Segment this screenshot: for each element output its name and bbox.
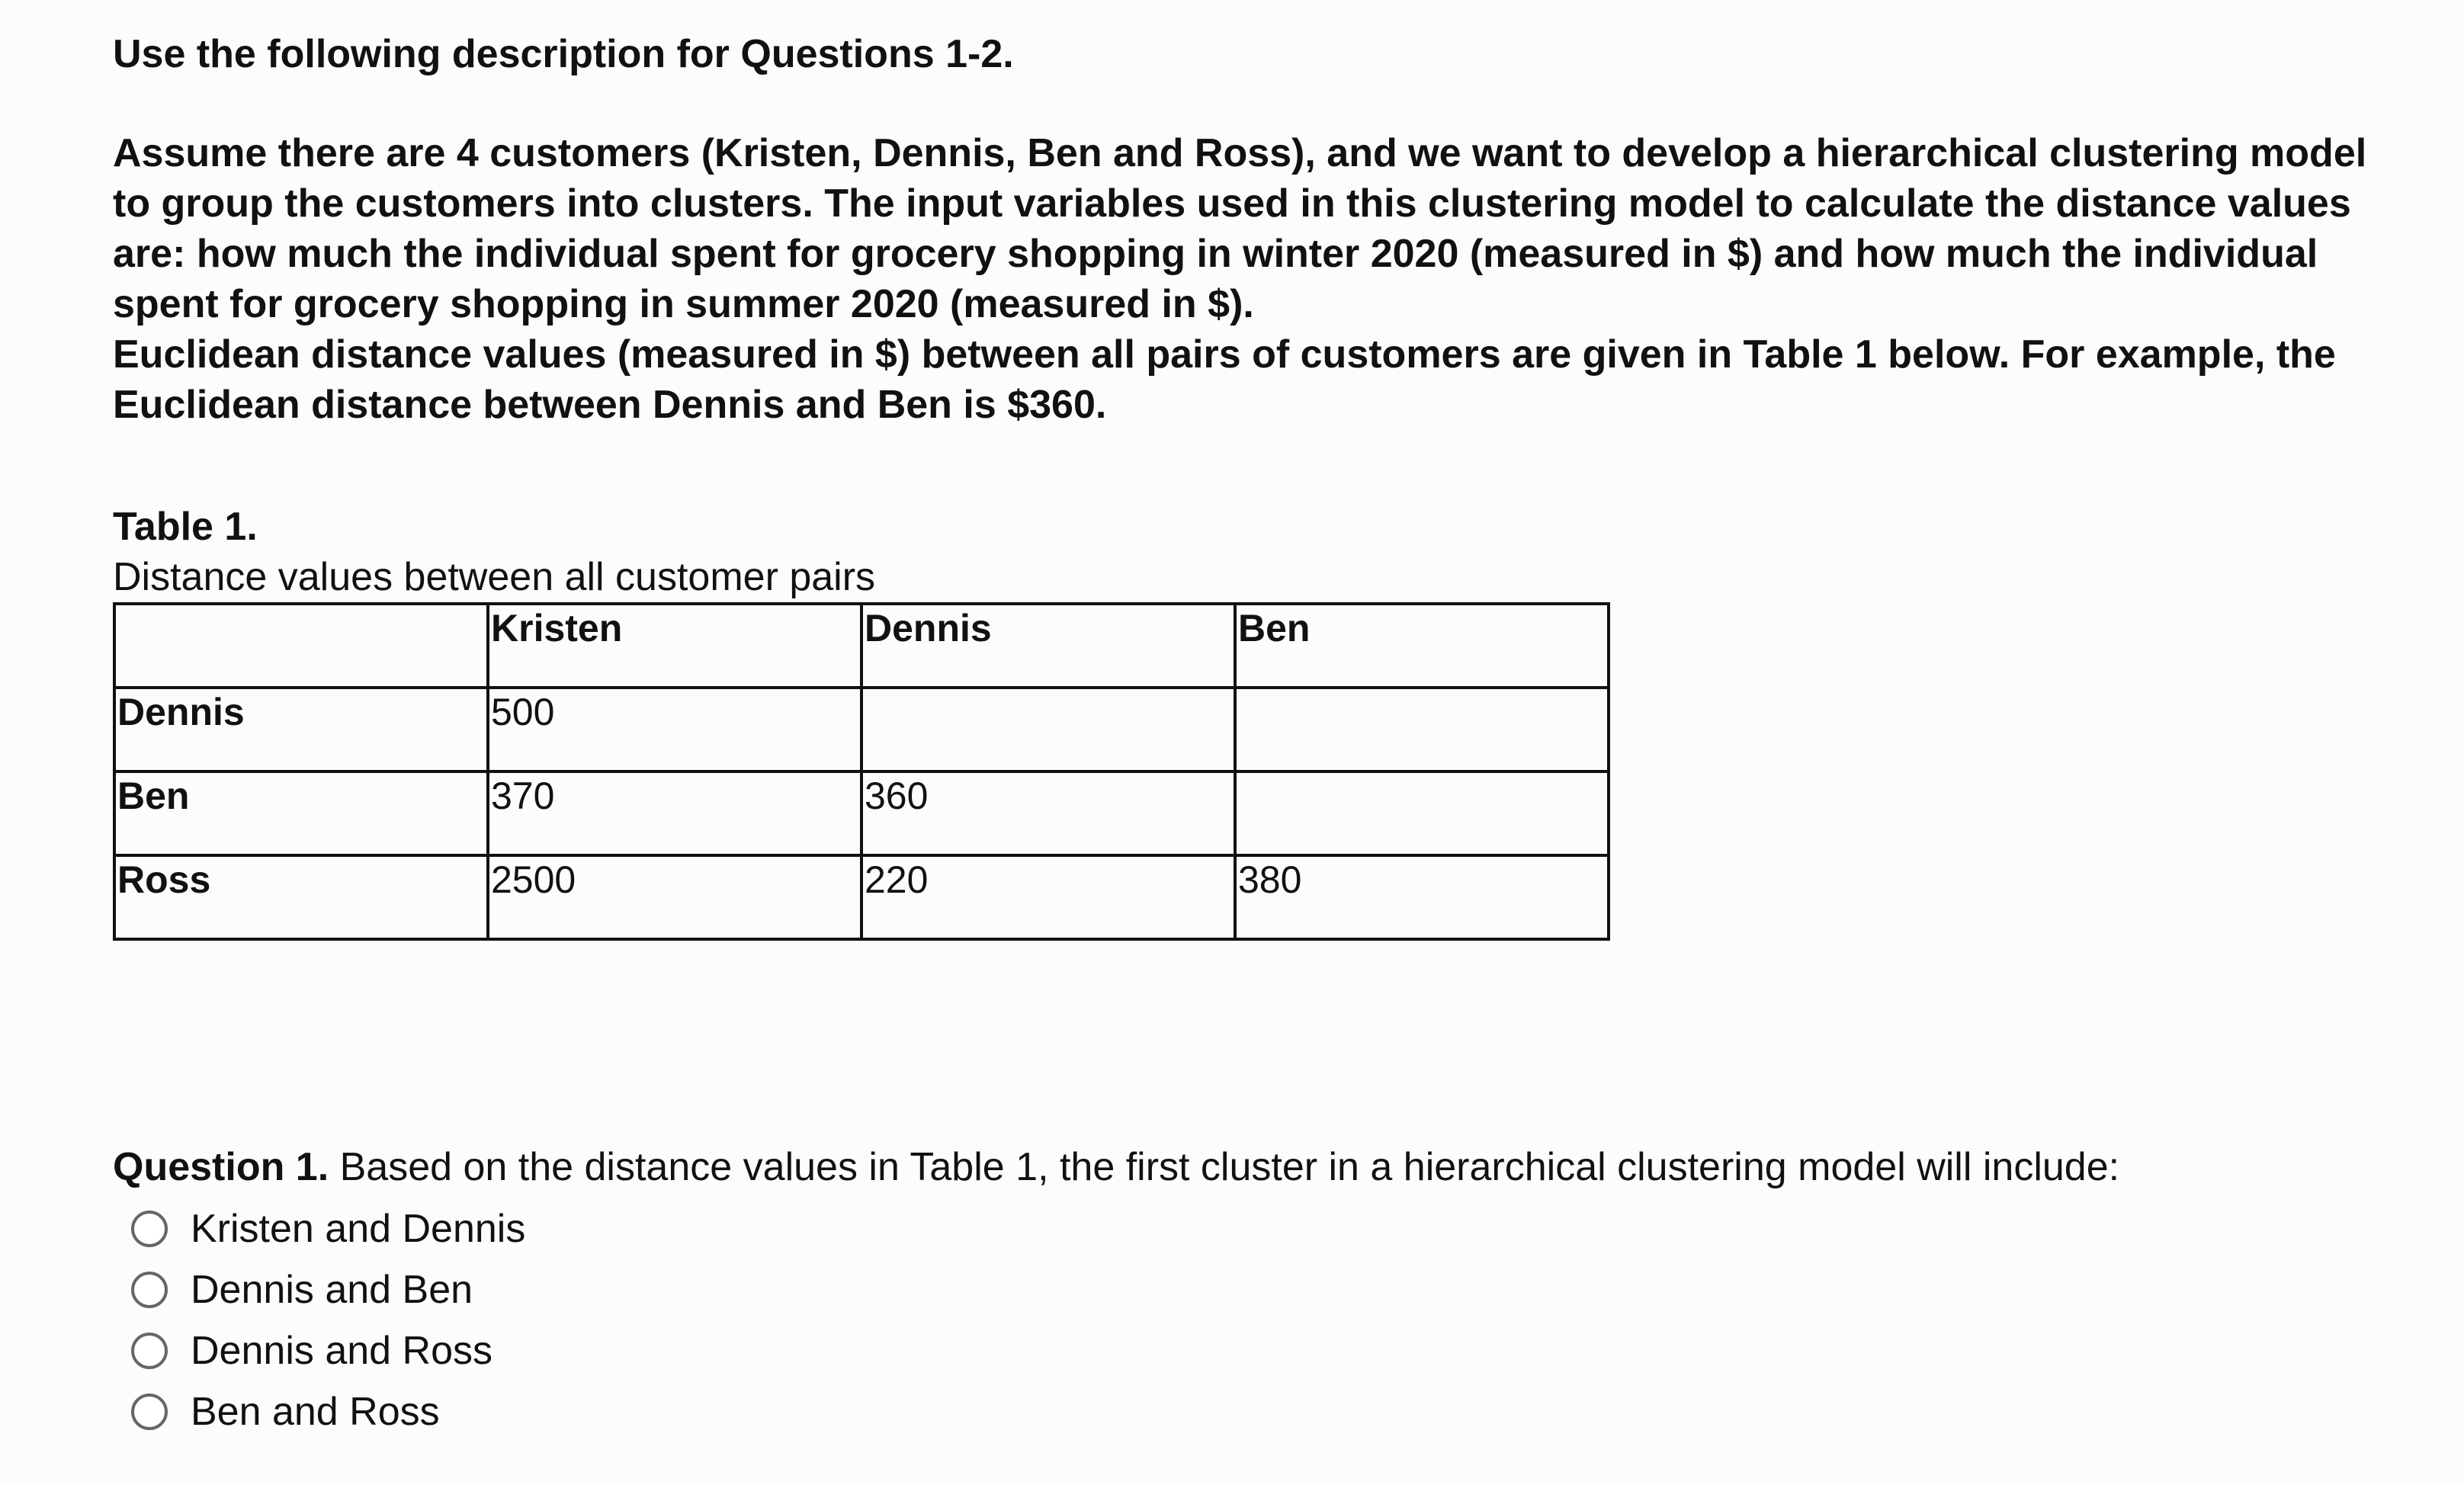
- question-text: Based on the distance values in Table 1, the first cluster in a hierarchical clustering model will include:: [329, 1145, 2120, 1189]
- table-header-cell: Kristen: [488, 604, 861, 688]
- answer-option[interactable]: [113, 1381, 2385, 1442]
- table-row: [114, 688, 1609, 771]
- answer-options: [113, 1198, 2385, 1442]
- table-title: Table 1.: [113, 505, 258, 549]
- row-label: Dennis: [114, 688, 488, 771]
- row-label: Ben: [114, 771, 488, 855]
- table-cell: 380: [1235, 855, 1609, 939]
- table-header-cell: [114, 604, 488, 688]
- table-cell: 2500: [488, 855, 861, 939]
- distance-table: [113, 602, 1610, 941]
- description-paragraph: Euclidean distance values (measured in $) between all pairs of customers are given in Table 1 below. For example, the Euclidean distance between Dennis and Ben is $360.: [113, 332, 2336, 427]
- answer-option[interactable]: [113, 1198, 2385, 1259]
- problem-description: [113, 128, 2385, 430]
- table-caption: Distance values between all customer pairs: [113, 555, 876, 599]
- table-header-cell: Dennis: [861, 604, 1235, 688]
- option-label[interactable]: Ben and Ross: [191, 1390, 440, 1434]
- table-row: [114, 771, 1609, 855]
- table-cell: [1235, 771, 1609, 855]
- answer-option[interactable]: [113, 1259, 2385, 1320]
- table-cell: 220: [861, 855, 1235, 939]
- answer-option[interactable]: [113, 1320, 2385, 1381]
- table-cell: 500: [488, 688, 861, 771]
- option-label[interactable]: Dennis and Ross: [191, 1329, 492, 1373]
- radio-button[interactable]: [131, 1272, 168, 1308]
- table-cell: 370: [488, 771, 861, 855]
- document-page: [113, 29, 2385, 1442]
- description-paragraph: Assume there are 4 customers (Kristen, Dennis, Ben and Ross), and we want to develop a hierarchical clustering model to group the customers into clusters. The input variables used in this clustering model to calculate the distance values are: how much the individual spent for grocery shopping in winter 2020 (measured in $) and how much the individual spent for grocery shopping in summer 2020 (measured in $).: [113, 131, 2367, 326]
- table-cell: [1235, 688, 1609, 771]
- radio-button[interactable]: [131, 1333, 168, 1369]
- table-header-cell: Ben: [1235, 604, 1609, 688]
- radio-button[interactable]: [131, 1394, 168, 1430]
- table-cell: 360: [861, 771, 1235, 855]
- question-number: Question 1.: [113, 1145, 329, 1189]
- radio-button[interactable]: [131, 1211, 168, 1247]
- table-cell: [861, 688, 1235, 771]
- question-1: [113, 1142, 2385, 1192]
- row-label: Ross: [114, 855, 488, 939]
- section-heading: Use the following description for Questions 1-2.: [113, 32, 1014, 76]
- table-row: [114, 855, 1609, 939]
- option-label[interactable]: Dennis and Ben: [191, 1268, 473, 1312]
- table-header-row: [114, 604, 1609, 688]
- option-label[interactable]: Kristen and Dennis: [191, 1207, 526, 1251]
